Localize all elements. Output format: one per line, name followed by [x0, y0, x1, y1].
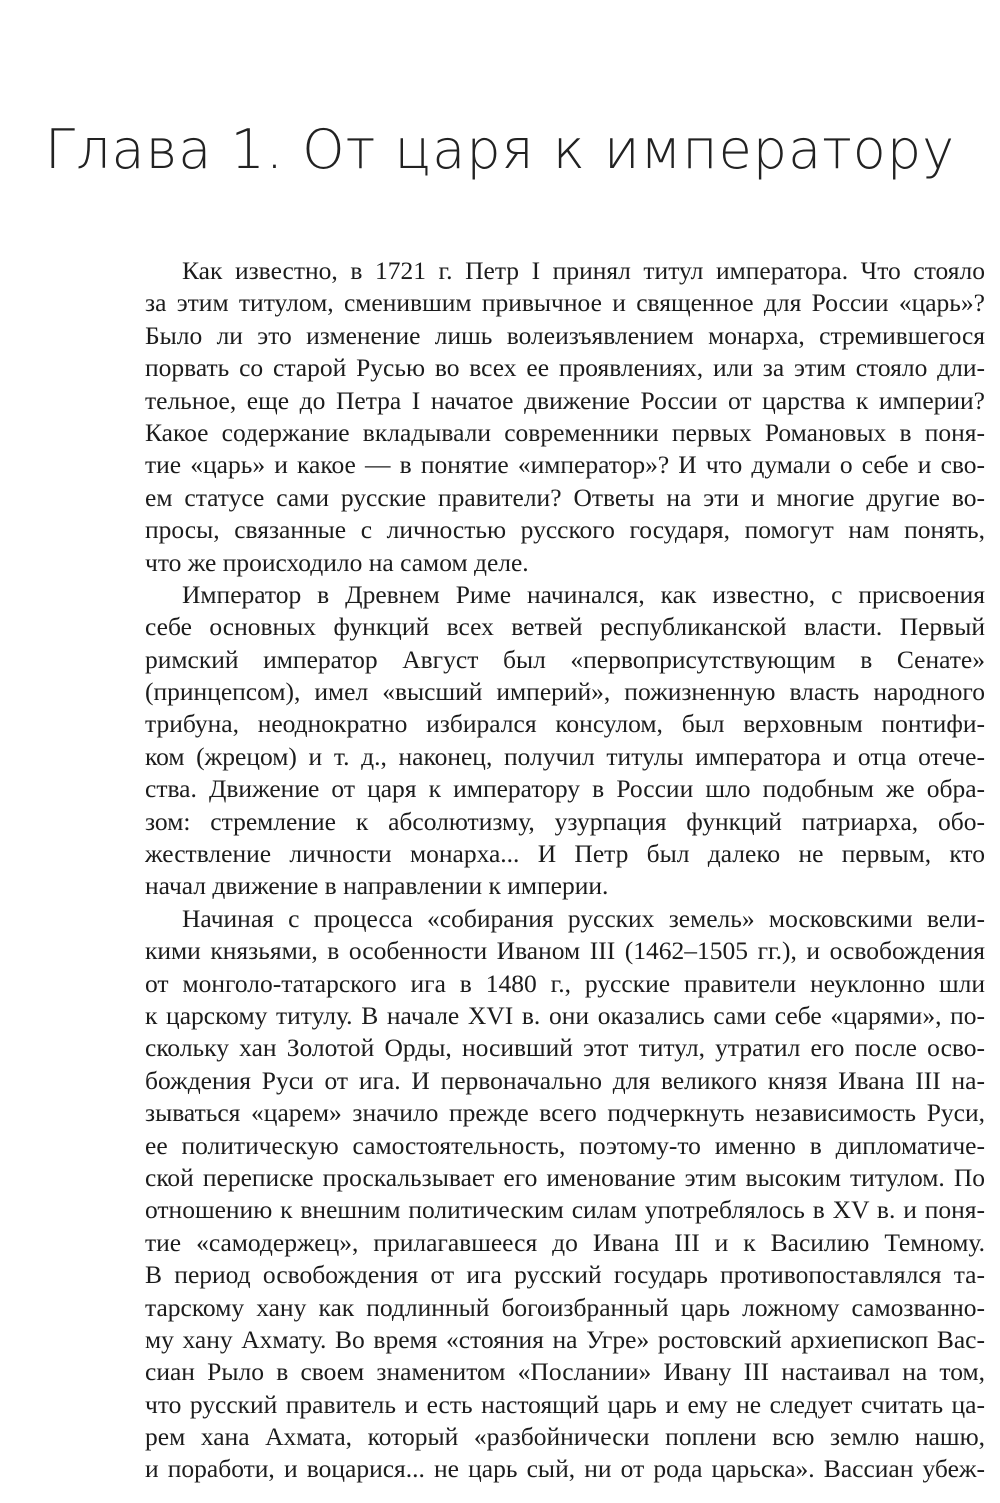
text-line: кими князьями, в особенности Иваном III (1462–1505 гг.), и освобождения	[145, 936, 985, 966]
text-line: отношению к внешним политическим силам употреблялось в XV в. и поня-	[145, 1195, 985, 1225]
text-line: (принцепсом), имел «высший империй», пожизненную власть народного	[145, 677, 985, 707]
text-line: Как известно, в 1721 г. Петр I принял титул императора. Что стояло	[182, 256, 985, 285]
text-line: му хану Ахмату. Во время «стояния на Угре» ростовский архиепископ Вас-	[145, 1324, 985, 1354]
text-line: тие «самодержец», прилагавшееся до Ивана III и к Василию Темному.	[145, 1227, 985, 1257]
text-line: зом: стремление к абсолютизму, узурпация функций патриарха, обо-	[145, 806, 985, 836]
text-line: римский император Август был «первоприсутствующим в Сенате»	[145, 644, 985, 674]
text-line: от монголо-татарского ига в 1480 г., русские правители неуклонно шли	[145, 968, 985, 998]
text-line: Какое содержание вкладывали современники первых Романовых в поня-	[145, 417, 985, 447]
text-line: к царскому титулу. В начале XVI в. они оказались сами себе «царями», по-	[145, 1000, 985, 1030]
text-line: В период освобождения от ига русский государь противопоставлялся та-	[145, 1260, 985, 1290]
text-line: тельное, еще до Петра I начатое движение России от царства к империи?	[145, 385, 985, 415]
text-line: Начиная с процесса «собирания русских земель» московскими вели-	[182, 903, 985, 933]
text-line: Было ли это изменение лишь волеизъявлением монарха, стремившегося	[145, 320, 985, 350]
text-line: что русский правитель и есть настоящий царь и ему не следует считать ца-	[145, 1389, 985, 1419]
text-line: трибуна, неоднократно избирался консулом, был верховным понтифи-	[145, 709, 985, 739]
text-line: рем хана Ахмата, который «разбойнически поплени всю землю нашю,	[145, 1422, 985, 1452]
text-line: просы, связанные с личностью русского государя, помогут нам понять,	[145, 515, 985, 545]
text-line: что же происходило на самом деле.	[145, 547, 529, 577]
text-line: ской переписке проскальзывает его именование этим высоким титулом. По	[145, 1162, 985, 1192]
text-line: ства. Движение от царя к императору в России шло подобным же обра-	[145, 774, 985, 804]
text-line: ем статусе сами русские правители? Ответы на эти и многие другие во-	[145, 482, 985, 512]
text-line: ее политическую самостоятельность, поэтому-то именно в дипломатиче-	[145, 1130, 985, 1160]
text-line: бождения Руси от ига. И первоначально для великого князя Ивана III на-	[145, 1065, 985, 1095]
text-line: сиан Рыло в своем знаменитом «Послании» Ивану III настаивал на том,	[145, 1357, 985, 1387]
text-line: ком (жрецом) и т. д., наконец, получил титулы императора и отца отече-	[145, 741, 985, 771]
text-line: жествление личности монарха... И Петр был далеко не первым, кто	[145, 839, 985, 869]
text-line: за этим титулом, сменившим привычное и священное для России «царь»?	[145, 288, 985, 318]
text-line: зываться «царем» значило прежде всего подчеркнуть независимость Руси,	[145, 1098, 985, 1128]
text-line: Император в Древнем Риме начинался, как известно, с присвоения	[182, 579, 985, 609]
text-line: начал движение в направлении к империи.	[145, 871, 609, 901]
text-line: тие «царь» и какое — в понятие «император»? И что думали о себе и сво-	[145, 450, 985, 480]
text-line: себе основных функций всех ветвей республиканской власти. Первый	[145, 612, 985, 642]
chapter-title: Глава 1. От царя к императору	[44, 118, 956, 181]
text-line: порвать со старой Русью во всех ее проявлениях, или за этим стояло дли-	[145, 353, 985, 383]
body-text	[145, 255, 985, 1486]
text-line: скольку хан Золотой Орды, носивший этот титул, утратил его после осво-	[145, 1033, 985, 1063]
text-line: тарскому хану как подлинный богоизбранный царь ложному самозванно-	[145, 1292, 985, 1322]
text-line: и поработи, и воцарися... не царь сый, ни от рода царьска». Вассиан убеж-	[145, 1454, 985, 1484]
